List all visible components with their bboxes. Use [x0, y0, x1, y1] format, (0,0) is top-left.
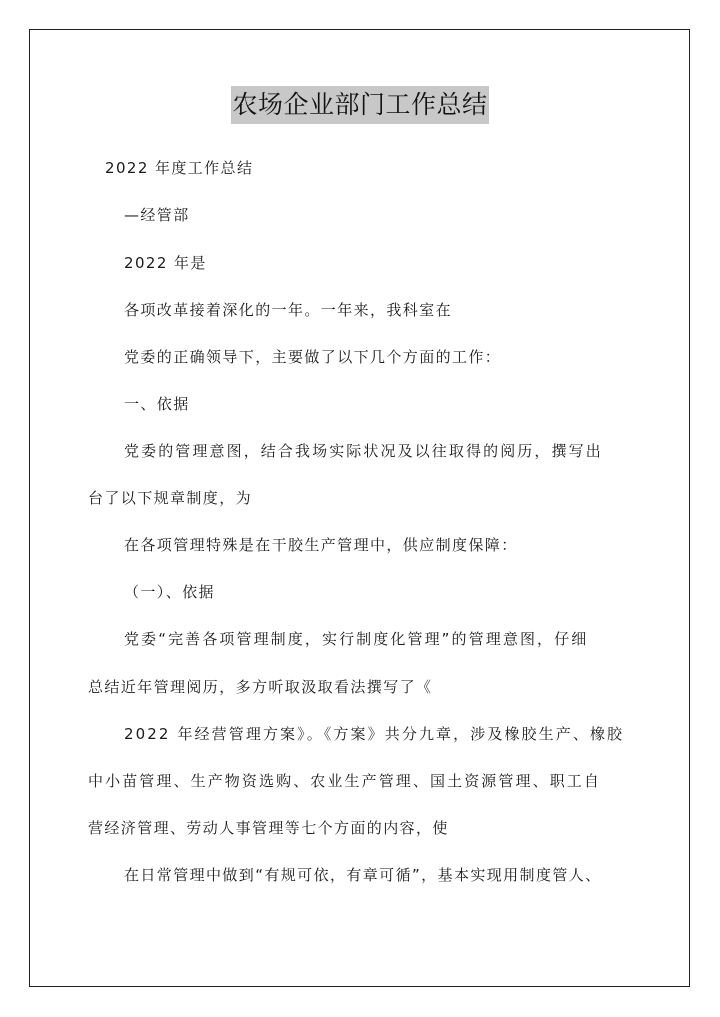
paragraph-line-15: 营经济管理、劳动人事管理等七个方面的内容，使: [88, 819, 449, 837]
paragraph-line-10: （一）、依据: [124, 583, 215, 601]
paragraph-line-8: 台了以下规章制度，为: [88, 489, 253, 507]
paragraph-line-11: 党委“完善各项管理制度，实行制度化管理”的管理意图，仔细: [124, 630, 589, 648]
document-title: 农场企业部门工作总结: [231, 86, 488, 124]
paragraph-line-14: 中小苗管理、生产物资选购、农业生产管理、国土资源管理、职工自: [88, 772, 602, 790]
paragraph-line-2: —经管部: [124, 206, 190, 224]
title-container: [0, 86, 720, 124]
paragraph-line-13: 2022 年经营管理方案》。《方案》共分九章，涉及橡胶生产、橡胶: [124, 725, 625, 743]
paragraph-line-3: 2022 年是: [124, 254, 207, 272]
paragraph-line-16: 在日常管理中做到“有规可依，有章可循”，基本实现用制度管人、: [124, 866, 602, 884]
paragraph-line-5: 党委的正确领导下，主要做了以下几个方面的工作：: [124, 348, 502, 366]
paragraph-line-9: 在各项管理特殊是在干胶生产管理中，供应制度保障：: [124, 536, 518, 554]
paragraph-line-12: 总结近年管理阅历，多方听取汲取看法撰写了《: [88, 678, 433, 696]
paragraph-line-7: 党委的管理意图，结合我场实际状况及以往取得的阅历，撰写出: [124, 442, 603, 460]
paragraph-line-4: 各项改革接着深化的一年。一年来，我科室在: [124, 301, 453, 319]
paragraph-line-1: 2022 年度工作总结: [105, 159, 254, 177]
paragraph-line-6: 一、依据: [124, 395, 190, 413]
